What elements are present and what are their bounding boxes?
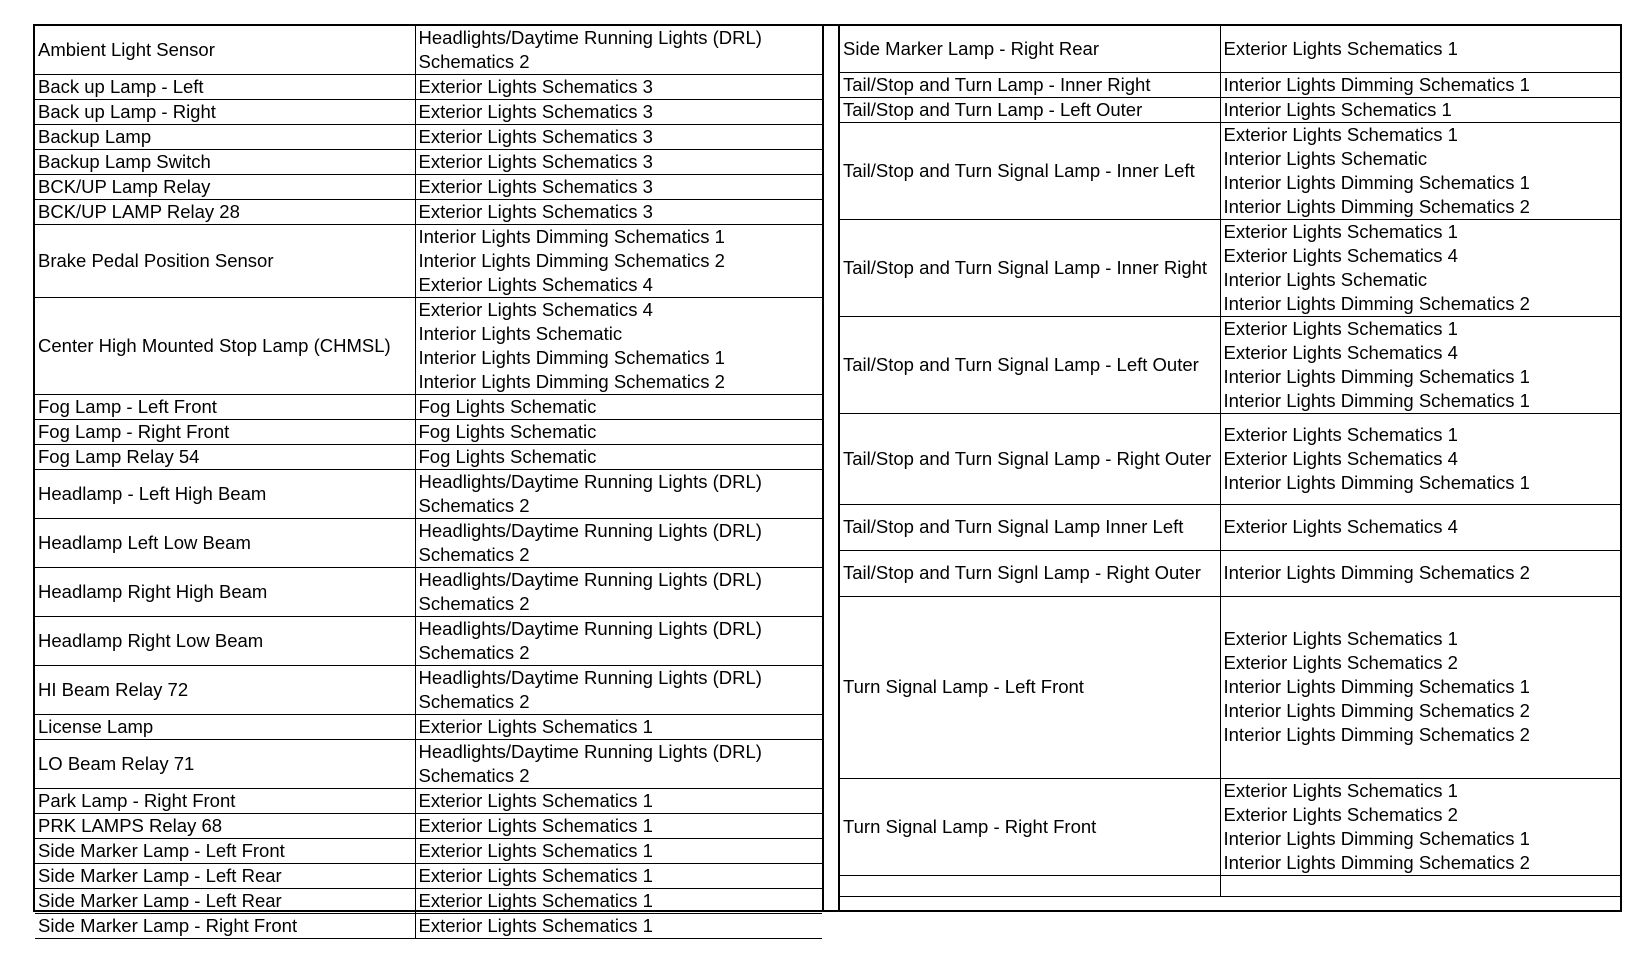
table-row xyxy=(35,864,822,889)
component-name-cell: Side Marker Lamp - Right Rear xyxy=(840,26,1220,72)
schematic-reference: Headlights/Daytime Running Lights (DRL) Schematics 2 xyxy=(418,618,762,663)
component-name-cell: Side Marker Lamp - Right Front xyxy=(35,914,415,939)
table-row xyxy=(35,175,822,200)
schematic-reference: Exterior Lights Schematics 4 xyxy=(1223,447,1458,469)
schematic-reference: Exterior Lights Schematics 3 xyxy=(418,201,653,222)
table-row xyxy=(35,889,822,914)
component-name-cell: Backup Lamp xyxy=(35,125,415,150)
component-name-cell: Tail/Stop and Turn Signal Lamp - Left Outer xyxy=(840,316,1220,413)
schematic-reference: Exterior Lights Schematics 4 xyxy=(1223,244,1458,266)
schematics-cell xyxy=(415,150,822,175)
schematics-cell xyxy=(1220,504,1620,550)
schematic-reference: Fog Lights Schematic xyxy=(418,421,597,442)
schematics-cell xyxy=(415,519,822,568)
schematic-reference: Headlights/Daytime Running Lights (DRL) Schematics 2 xyxy=(418,741,762,786)
right-table xyxy=(840,26,1620,897)
schematic-reference: Exterior Lights Schematics 1 xyxy=(1223,317,1458,339)
table-row xyxy=(35,519,822,568)
schematic-reference: Exterior Lights Schematics 1 xyxy=(1223,37,1458,59)
component-name-cell: Headlamp Right Low Beam xyxy=(35,617,415,666)
schematic-reference: Interior Lights Dimming Schematics 1 xyxy=(1223,365,1530,387)
schematics-cell xyxy=(415,839,822,864)
component-name-cell: LO Beam Relay 71 xyxy=(35,740,415,789)
component-name-cell: Fog Lamp - Right Front xyxy=(35,420,415,445)
schematics-cell xyxy=(415,225,822,298)
component-index-table xyxy=(33,24,1622,936)
component-name-cell: Fog Lamp - Left Front xyxy=(35,395,415,420)
table-row xyxy=(840,122,1620,219)
schematics-cell xyxy=(1220,122,1620,219)
schematic-reference: Exterior Lights Schematics 3 xyxy=(418,76,653,97)
schematic-reference: Interior Lights Dimming Schematics 2 xyxy=(418,250,725,271)
schematic-reference: Interior Lights Dimming Schematics 1 xyxy=(1223,73,1530,95)
component-name-cell: Brake Pedal Position Sensor xyxy=(35,225,415,298)
component-name-cell: Back up Lamp - Left xyxy=(35,75,415,100)
component-name-cell: Turn Signal Lamp - Left Front xyxy=(840,596,1220,778)
table-row xyxy=(840,875,1620,896)
table-row xyxy=(35,150,822,175)
schematic-reference: Exterior Lights Schematics 4 xyxy=(418,299,653,320)
schematics-cell xyxy=(415,740,822,789)
table-row xyxy=(840,596,1620,778)
schematic-reference: Headlights/Daytime Running Lights (DRL) Schematics 2 xyxy=(418,520,762,565)
schematic-reference: Exterior Lights Schematics 1 xyxy=(1223,123,1458,145)
schematics-cell xyxy=(415,914,822,939)
schematic-reference: Headlights/Daytime Running Lights (DRL) Schematics 2 xyxy=(418,27,762,72)
component-name-cell: Tail/Stop and Turn Lamp - Left Outer xyxy=(840,97,1220,122)
table-row xyxy=(840,413,1620,504)
component-name-cell: Fog Lamp Relay 54 xyxy=(35,445,415,470)
schematics-cell xyxy=(1220,97,1620,122)
schematic-reference: Exterior Lights Schematics 2 xyxy=(1223,803,1458,825)
schematic-reference: Interior Lights Schematic xyxy=(1223,268,1428,290)
component-name-cell: Tail/Stop and Turn Signl Lamp - Right Outer xyxy=(840,550,1220,596)
component-name-cell: Park Lamp - Right Front xyxy=(35,789,415,814)
column-divider xyxy=(822,26,840,910)
schematic-reference: Interior Lights Schematics 1 xyxy=(1223,98,1452,120)
schematic-reference: Interior Lights Dimming Schematics 2 xyxy=(1223,700,1530,721)
schematic-reference: Exterior Lights Schematics 4 xyxy=(1223,341,1458,363)
schematics-cell xyxy=(1220,875,1620,896)
schematic-reference: Exterior Lights Schematics 1 xyxy=(418,840,653,861)
table-row xyxy=(35,666,822,715)
schematic-reference: Exterior Lights Schematics 3 xyxy=(418,101,653,122)
schematic-reference: Interior Lights Dimming Schematics 2 xyxy=(1223,724,1530,745)
schematics-cell xyxy=(1220,550,1620,596)
schematic-reference: Exterior Lights Schematics 1 xyxy=(418,890,653,911)
schematic-reference: Interior Lights Dimming Schematics 1 xyxy=(1223,827,1530,849)
schematic-reference: Fog Lights Schematic xyxy=(418,396,597,417)
table-row xyxy=(35,100,822,125)
schematics-cell xyxy=(1220,72,1620,97)
table-row xyxy=(35,445,822,470)
schematic-reference: Exterior Lights Schematics 1 xyxy=(418,790,653,811)
schematic-reference: Exterior Lights Schematics 1 xyxy=(1223,423,1458,445)
schematic-reference: Interior Lights Dimming Schematics 2 xyxy=(1223,195,1530,217)
schematic-reference: Exterior Lights Schematics 1 xyxy=(418,915,653,936)
component-name-cell: Tail/Stop and Turn Signal Lamp - Inner Left xyxy=(840,122,1220,219)
table-row xyxy=(35,75,822,100)
table-row xyxy=(35,715,822,740)
table-row xyxy=(35,225,822,298)
schematics-cell xyxy=(415,420,822,445)
component-name-cell: Tail/Stop and Turn Lamp - Inner Right xyxy=(840,72,1220,97)
table-row xyxy=(35,568,822,617)
table-row xyxy=(35,395,822,420)
component-name-cell: PRK LAMPS Relay 68 xyxy=(35,814,415,839)
schematic-reference: Interior Lights Schematic xyxy=(418,323,623,344)
table-row xyxy=(35,789,822,814)
schematics-cell xyxy=(415,125,822,150)
schematic-reference: Exterior Lights Schematics 2 xyxy=(1223,652,1458,673)
table-row xyxy=(35,420,822,445)
schematic-reference: Interior Lights Dimming Schematics 2 xyxy=(1223,562,1530,583)
schematics-cell xyxy=(415,26,822,75)
schematics-cell xyxy=(1220,596,1620,778)
table-row xyxy=(35,617,822,666)
schematics-cell xyxy=(415,175,822,200)
schematics-cell xyxy=(1220,413,1620,504)
schematics-cell xyxy=(415,568,822,617)
schematic-reference: Exterior Lights Schematics 1 xyxy=(1223,628,1458,649)
table-row xyxy=(35,814,822,839)
component-name-cell: Tail/Stop and Turn Signal Lamp Inner Left xyxy=(840,504,1220,550)
component-name-cell: Headlamp - Left High Beam xyxy=(35,470,415,519)
schematics-cell xyxy=(415,298,822,395)
table-row xyxy=(840,97,1620,122)
schematics-cell xyxy=(415,445,822,470)
component-name-cell: BCK/UP LAMP Relay 28 xyxy=(35,200,415,225)
left-half xyxy=(35,26,822,936)
component-name-cell: Turn Signal Lamp - Right Front xyxy=(840,778,1220,875)
schematics-cell xyxy=(1220,778,1620,875)
schematic-reference: Exterior Lights Schematics 3 xyxy=(418,176,653,197)
schematics-cell xyxy=(415,75,822,100)
schematic-reference: Interior Lights Dimming Schematics 1 xyxy=(1223,389,1530,411)
component-name-cell: Ambient Light Sensor xyxy=(35,26,415,75)
schematics-cell xyxy=(415,395,822,420)
schematics-cell xyxy=(415,470,822,519)
table-row xyxy=(35,125,822,150)
component-name-cell: Headlamp Left Low Beam xyxy=(35,519,415,568)
schematic-reference: Interior Lights Dimming Schematics 1 xyxy=(418,226,725,247)
schematics-cell xyxy=(415,864,822,889)
component-name-cell: HI Beam Relay 72 xyxy=(35,666,415,715)
left-table xyxy=(35,26,822,939)
table-row xyxy=(35,470,822,519)
schematics-cell xyxy=(415,889,822,914)
schematic-reference: Interior Lights Dimming Schematics 1 xyxy=(1223,171,1530,193)
schematic-reference: Interior Lights Dimming Schematics 2 xyxy=(418,371,725,392)
schematics-cell xyxy=(415,715,822,740)
table-row xyxy=(840,219,1620,316)
component-name-cell xyxy=(840,875,1220,896)
schematics-cell xyxy=(1220,219,1620,316)
schematic-reference: Headlights/Daytime Running Lights (DRL) Schematics 2 xyxy=(418,569,762,614)
schematic-reference: Interior Lights Schematic xyxy=(1223,147,1428,169)
component-name-cell: License Lamp xyxy=(35,715,415,740)
schematics-cell xyxy=(415,789,822,814)
component-name-cell: Tail/Stop and Turn Signal Lamp - Inner Right xyxy=(840,219,1220,316)
schematic-reference: Exterior Lights Schematics 1 xyxy=(1223,779,1458,801)
schematic-reference: Interior Lights Dimming Schematics 1 xyxy=(1223,471,1530,493)
component-name-cell: Backup Lamp Switch xyxy=(35,150,415,175)
schematics-cell xyxy=(415,200,822,225)
table-row xyxy=(35,914,822,939)
table-row xyxy=(35,740,822,789)
schematic-reference: Fog Lights Schematic xyxy=(418,446,597,467)
component-name-cell: Center High Mounted Stop Lamp (CHMSL) xyxy=(35,298,415,395)
table-row xyxy=(35,298,822,395)
schematic-reference: Interior Lights Dimming Schematics 2 xyxy=(1223,851,1530,873)
right-half xyxy=(840,26,1620,910)
component-name-cell: Side Marker Lamp - Left Front xyxy=(35,839,415,864)
schematic-reference: Exterior Lights Schematics 1 xyxy=(418,716,653,737)
schematic-reference: Interior Lights Dimming Schematics 2 xyxy=(1223,292,1530,314)
table-row xyxy=(840,504,1620,550)
component-name-cell: Tail/Stop and Turn Signal Lamp - Right Outer xyxy=(840,413,1220,504)
table-row xyxy=(35,200,822,225)
component-name-cell: Side Marker Lamp - Left Rear xyxy=(35,864,415,889)
schematic-reference: Interior Lights Dimming Schematics 1 xyxy=(418,347,725,368)
schematics-cell xyxy=(415,100,822,125)
schematic-reference: Headlights/Daytime Running Lights (DRL) Schematics 2 xyxy=(418,471,762,516)
schematic-reference: Exterior Lights Schematics 1 xyxy=(1223,220,1458,242)
component-name-cell: BCK/UP Lamp Relay xyxy=(35,175,415,200)
schematics-cell xyxy=(1220,26,1620,72)
table-row xyxy=(35,26,822,75)
component-name-cell: Headlamp Right High Beam xyxy=(35,568,415,617)
schematic-reference: Exterior Lights Schematics 3 xyxy=(418,151,653,172)
schematic-reference: Headlights/Daytime Running Lights (DRL) Schematics 2 xyxy=(418,667,762,712)
schematic-reference: Interior Lights Dimming Schematics 1 xyxy=(1223,676,1530,697)
schematic-reference: Exterior Lights Schematics 4 xyxy=(1223,516,1458,537)
schematics-cell xyxy=(415,814,822,839)
schematic-reference: Exterior Lights Schematics 1 xyxy=(418,865,653,886)
schematics-cell xyxy=(415,617,822,666)
schematics-cell xyxy=(1220,316,1620,413)
table-row xyxy=(840,316,1620,413)
schematic-reference: Exterior Lights Schematics 4 xyxy=(418,274,653,295)
component-name-cell: Side Marker Lamp - Left Rear xyxy=(35,889,415,914)
table-row xyxy=(840,26,1620,72)
table-row xyxy=(840,72,1620,97)
schematics-cell xyxy=(415,666,822,715)
table-row xyxy=(840,550,1620,596)
table-row xyxy=(840,778,1620,875)
table-row xyxy=(35,839,822,864)
schematic-reference: Exterior Lights Schematics 3 xyxy=(418,126,653,147)
component-name-cell: Back up Lamp - Right xyxy=(35,100,415,125)
schematic-reference: Exterior Lights Schematics 1 xyxy=(418,815,653,836)
